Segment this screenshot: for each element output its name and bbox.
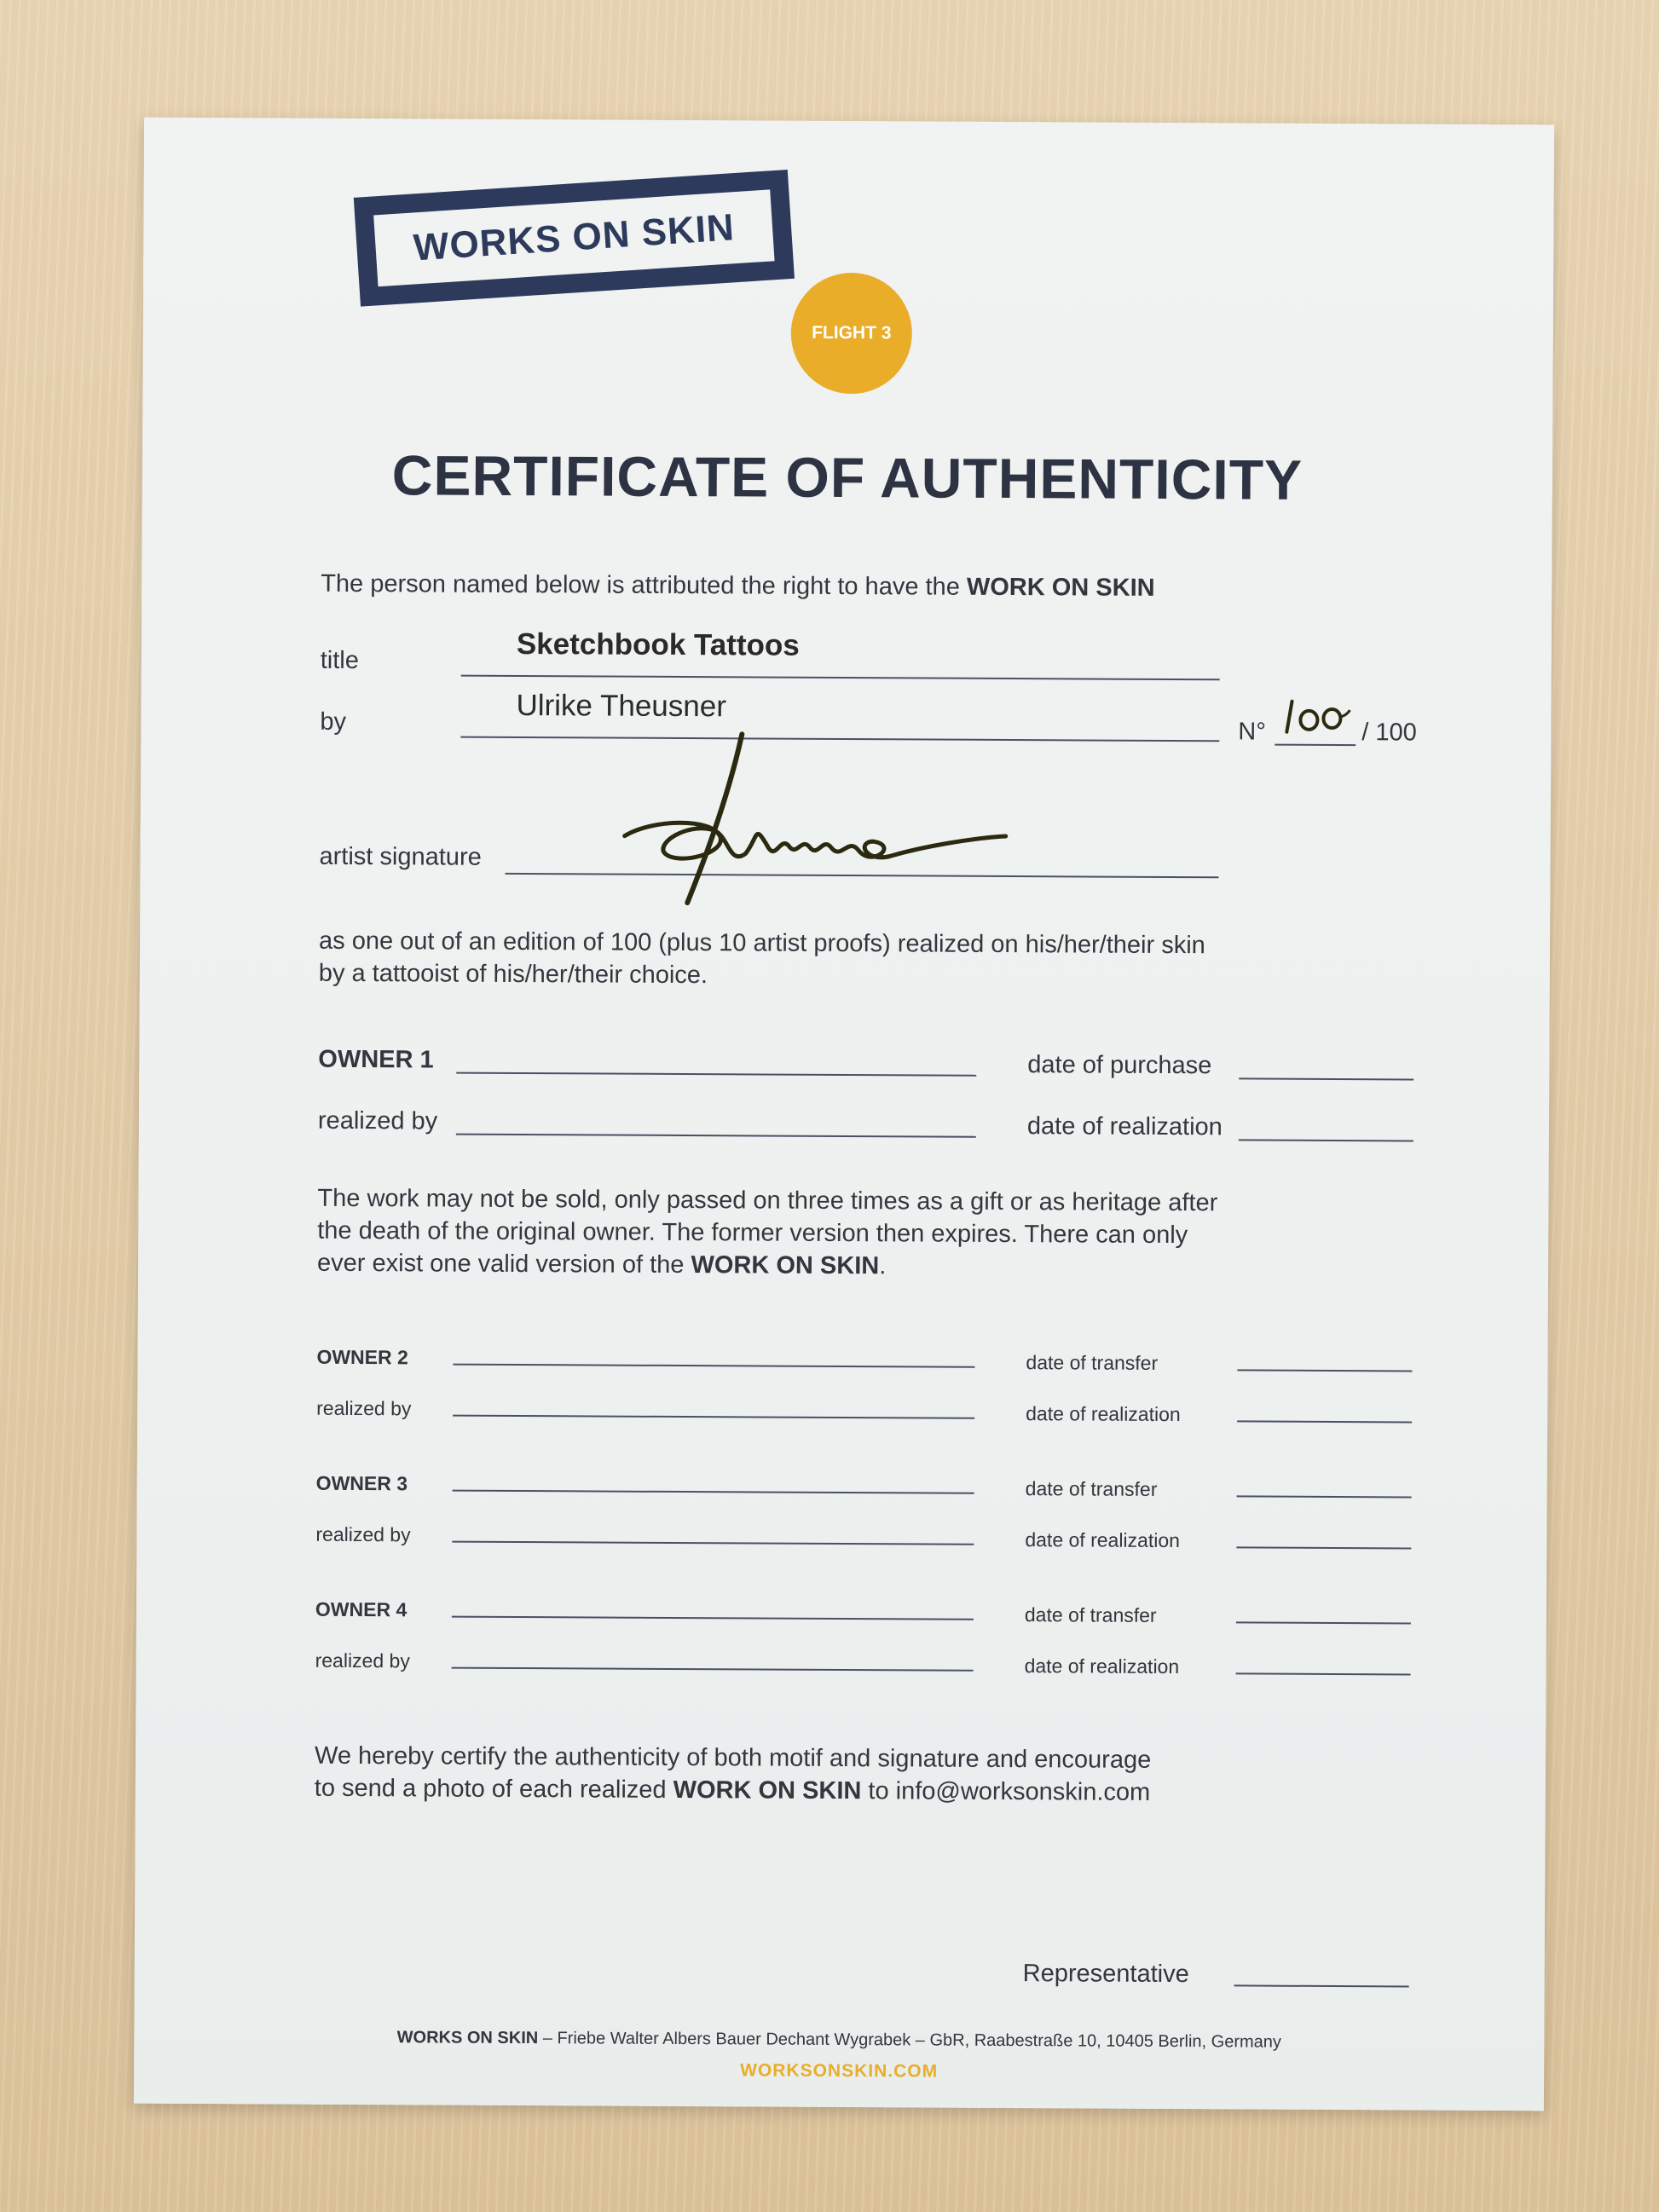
intro-text: The person named below is attributed the right to have the WORK ON SKIN xyxy=(321,569,1155,602)
owner2-realized-line xyxy=(453,1415,974,1419)
number-total: / 100 xyxy=(1361,719,1417,747)
title-line xyxy=(461,675,1220,681)
owner4-realized-line xyxy=(452,1667,974,1672)
owner4-realized-label: realized by xyxy=(315,1649,410,1672)
by-label: by xyxy=(320,707,347,736)
owner1-date-purchase-line xyxy=(1239,1077,1413,1080)
owner2-date-realization-line xyxy=(1237,1420,1412,1423)
owner3-realized-line xyxy=(452,1541,974,1545)
artist-signature xyxy=(617,717,1010,932)
signature-label: artist signature xyxy=(319,842,482,871)
page-title: CERTIFICATE OF AUTHENTICITY xyxy=(391,443,1304,511)
owner3-line xyxy=(453,1490,974,1494)
owner4-date-realization-line xyxy=(1236,1672,1411,1675)
owner4-label: OWNER 4 xyxy=(315,1597,408,1621)
owner2-date-realization-label: date of realization xyxy=(1026,1402,1181,1426)
representative-label: Representative xyxy=(1022,1960,1189,1989)
footer-address: WORKS ON SKIN – Friebe Walter Albers Bauer Dechant Wygrabek – GbR, Raabestraße 10, 10405 Berlin, Germany xyxy=(396,2028,1282,2052)
number-line xyxy=(1275,744,1356,746)
footer-url[interactable]: WORKSONSKIN.COM xyxy=(740,2060,939,2082)
owner4-line xyxy=(452,1616,974,1620)
owner2-date-transfer-line xyxy=(1237,1369,1412,1372)
owner2-realized-label: realized by xyxy=(316,1396,412,1420)
owner2-line xyxy=(453,1364,974,1368)
representative-line xyxy=(1234,1984,1409,1987)
certify-text: We hereby certify the authenticity of both motif and signature and encourage to send a photo of each realized WORK ON SKIN to info@worksonskin.com xyxy=(314,1741,1152,1806)
owner1-realized-line xyxy=(456,1134,976,1138)
owner1-label: OWNER 1 xyxy=(318,1045,434,1074)
edition-text: as one out of an edition of 100 (plus 10 artist proofs) realized on his/her/their skin by a tattooist of his/her/their choice. xyxy=(318,927,1205,990)
owner4-date-transfer-label: date of transfer xyxy=(1024,1603,1157,1626)
owner3-date-realization-label: date of realization xyxy=(1025,1528,1181,1552)
owner1-date-purchase-label: date of purchase xyxy=(1027,1051,1212,1080)
owner2-date-transfer-label: date of transfer xyxy=(1026,1351,1159,1374)
title-label: title xyxy=(320,646,360,675)
owner3-date-transfer-line xyxy=(1237,1495,1412,1498)
by-value: Ulrike Theusner xyxy=(516,688,727,724)
owner1-realized-label: realized by xyxy=(317,1106,438,1135)
logo-text: WORKS ON SKIN xyxy=(412,206,737,269)
owner4-date-transfer-line xyxy=(1236,1621,1411,1624)
owner2-label: OWNER 2 xyxy=(316,1345,408,1369)
owner4-date-realization-label: date of realization xyxy=(1024,1655,1180,1678)
handwritten-number xyxy=(1285,695,1353,737)
owner1-date-realization-label: date of realization xyxy=(1026,1112,1223,1141)
title-value: Sketchbook Tattoos xyxy=(516,627,800,662)
owner3-realized-label: realized by xyxy=(315,1522,411,1546)
owner1-date-realization-line xyxy=(1239,1139,1413,1141)
owner3-date-transfer-label: date of transfer xyxy=(1025,1477,1158,1500)
rules-text: The work may not be sold, only passed on three times as a gift or as heritage after the death of the original owner. The former version then expires. There can only ever exist one valid version of the WORK ON SKIN. xyxy=(316,1184,1218,1280)
flight-badge: FLIGHT 3 xyxy=(790,273,912,395)
owner3-date-realization-line xyxy=(1236,1546,1411,1549)
number-label: N° xyxy=(1238,718,1266,746)
certificate-paper xyxy=(134,118,1554,2111)
logo-frame xyxy=(354,170,795,307)
owner1-line xyxy=(456,1072,976,1077)
owner3-label: OWNER 3 xyxy=(315,1471,408,1495)
